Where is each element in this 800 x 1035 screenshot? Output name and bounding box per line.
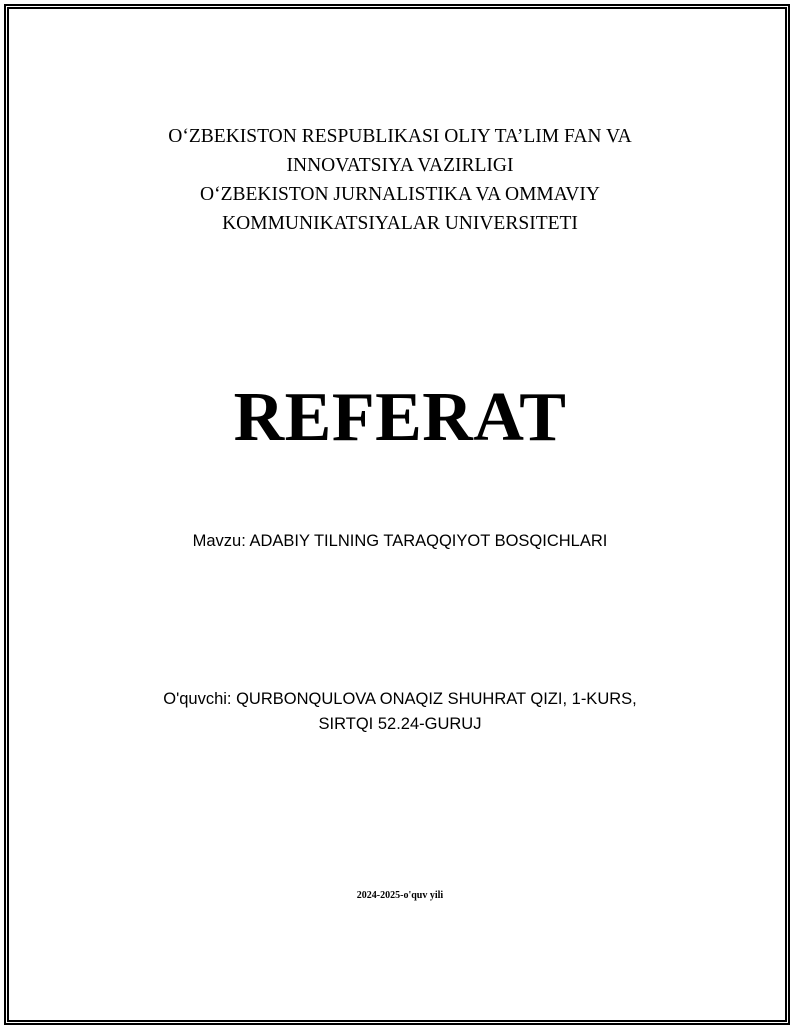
document-title: REFERAT — [233, 379, 567, 456]
header-line: O‘ZBEKISTON JURNALISTIKA VA OMMAVIY — [200, 184, 600, 205]
ministry-university-header — [0, 122, 800, 238]
academic-year: 2024-2025-o'quv yili — [356, 890, 444, 901]
header-line: KOMMUNIKATSIYALAR UNIVERSITETI — [222, 213, 578, 234]
student-info — [0, 687, 800, 737]
header-line: INNOVATSIYA VAZIRLIGI — [286, 155, 514, 176]
topic-line: Mavzu: ADABIY TILNING TARAQQIYOT BOSQICHLARI — [192, 532, 608, 550]
student-line: SIRTQI 52.24-GURUJ — [318, 715, 482, 733]
student-line: O'quvchi: QURBONQULOVA ONAQIZ SHUHRAT QIZI, 1-KURS, — [163, 690, 637, 708]
header-line: O‘ZBEKISTON RESPUBLIKASI OLIY TA’LIM FAN VA — [168, 126, 632, 147]
